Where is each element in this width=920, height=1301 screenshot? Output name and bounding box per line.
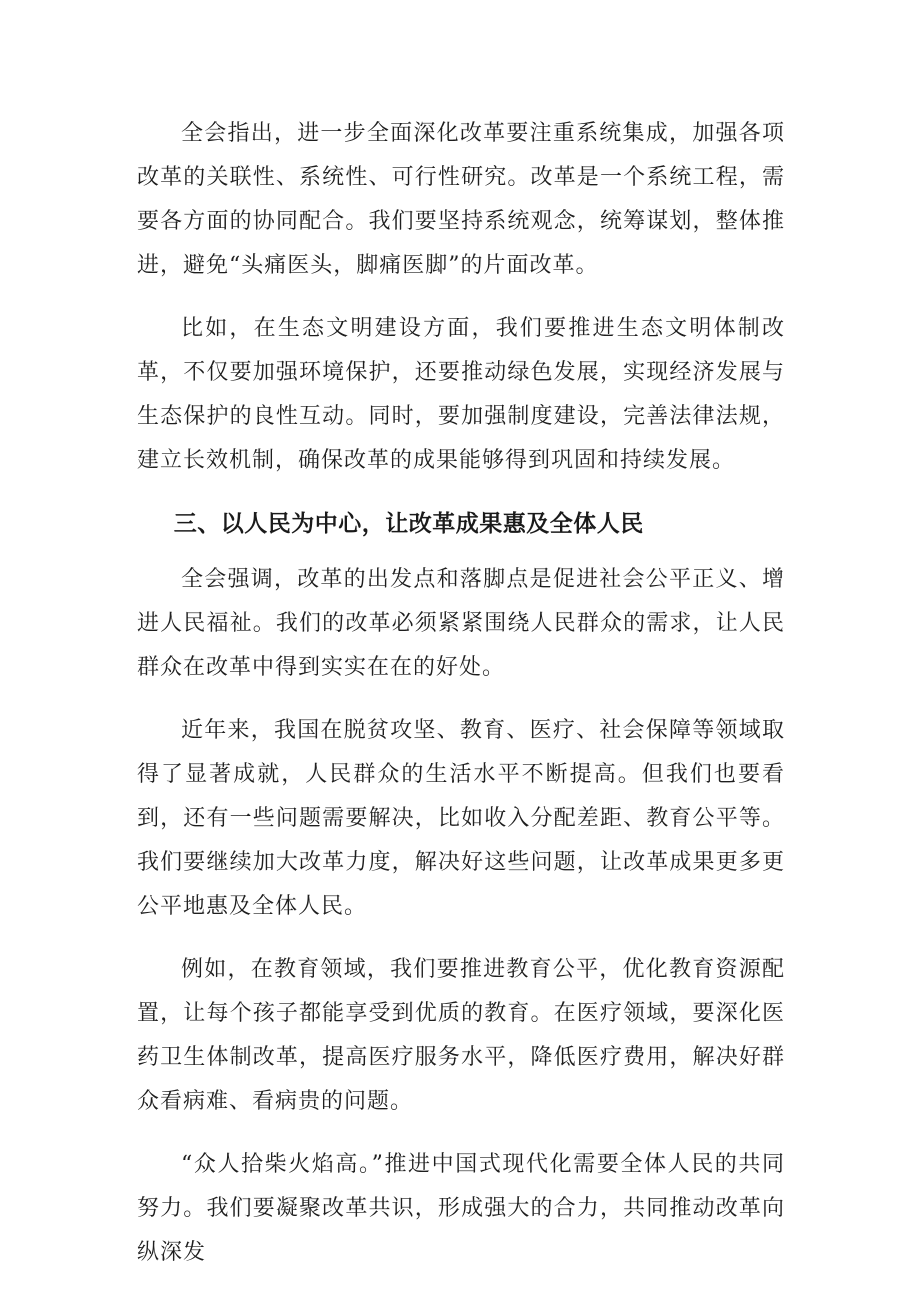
paragraph-people-centered: 全会强调，改革的出发点和落脚点是促进社会公平正义、增进人民福祉。我们的改革必须紧紧围绕人民群众的需求，让人民群众在改革中得到实实在在的好处。 [137,567,785,680]
paragraph-collective-effort: “众人拾柴火焰高。”推进中国式现代化需要全体人民的共同努力。我们要凝聚改革共识，形成强大的合力，共同推动改革向纵深发 [137,1152,785,1265]
document-body [137,112,785,1294]
section-heading: 三、以人民为中心，让改革成果惠及全体人民 [173,511,644,537]
paragraph-ecological-civilization: 比如，在生态文明建设方面，我们要推进生态文明体制改革，不仅要加强环境保护，还要推动绿色发展，实现经济发展与生态保护的良性互动。同时，要加强制度建设，完善法律法规，建立长效机制，确保改革的成果能够得到巩固和持续发展。 [137,316,785,473]
paragraph-recent-achievements: 近年来，我国在脱贫攻坚、教育、医疗、社会保障等领域取得了显著成就，人民群众的生活水平不断提高。但我们也要看到，还有一些问题需要解决，比如收入分配差距、教育公平等。我们要继续加大改革力度，解决好这些问题，让改革成果更多更公平地惠及全体人民。 [137,718,785,919]
paragraph-system-integration: 全会指出，进一步全面深化改革要注重系统集成，加强各项改革的关联性、系统性、可行性研究。改革是一个系统工程，需要各方面的协同配合。我们要坚持系统观念，统筹谋划，整体推进，避免“头痛医头，脚痛医脚”的片面改革。 [137,121,785,278]
paragraph-education-healthcare: 例如，在教育领域，我们要推进教育公平，优化教育资源配置，让每个孩子都能享受到优质的教育。在医疗领域，要深化医药卫生体制改革，提高医疗服务水平，降低医疗费用，解决好群众看病难、看病贵的问题。 [137,957,785,1114]
